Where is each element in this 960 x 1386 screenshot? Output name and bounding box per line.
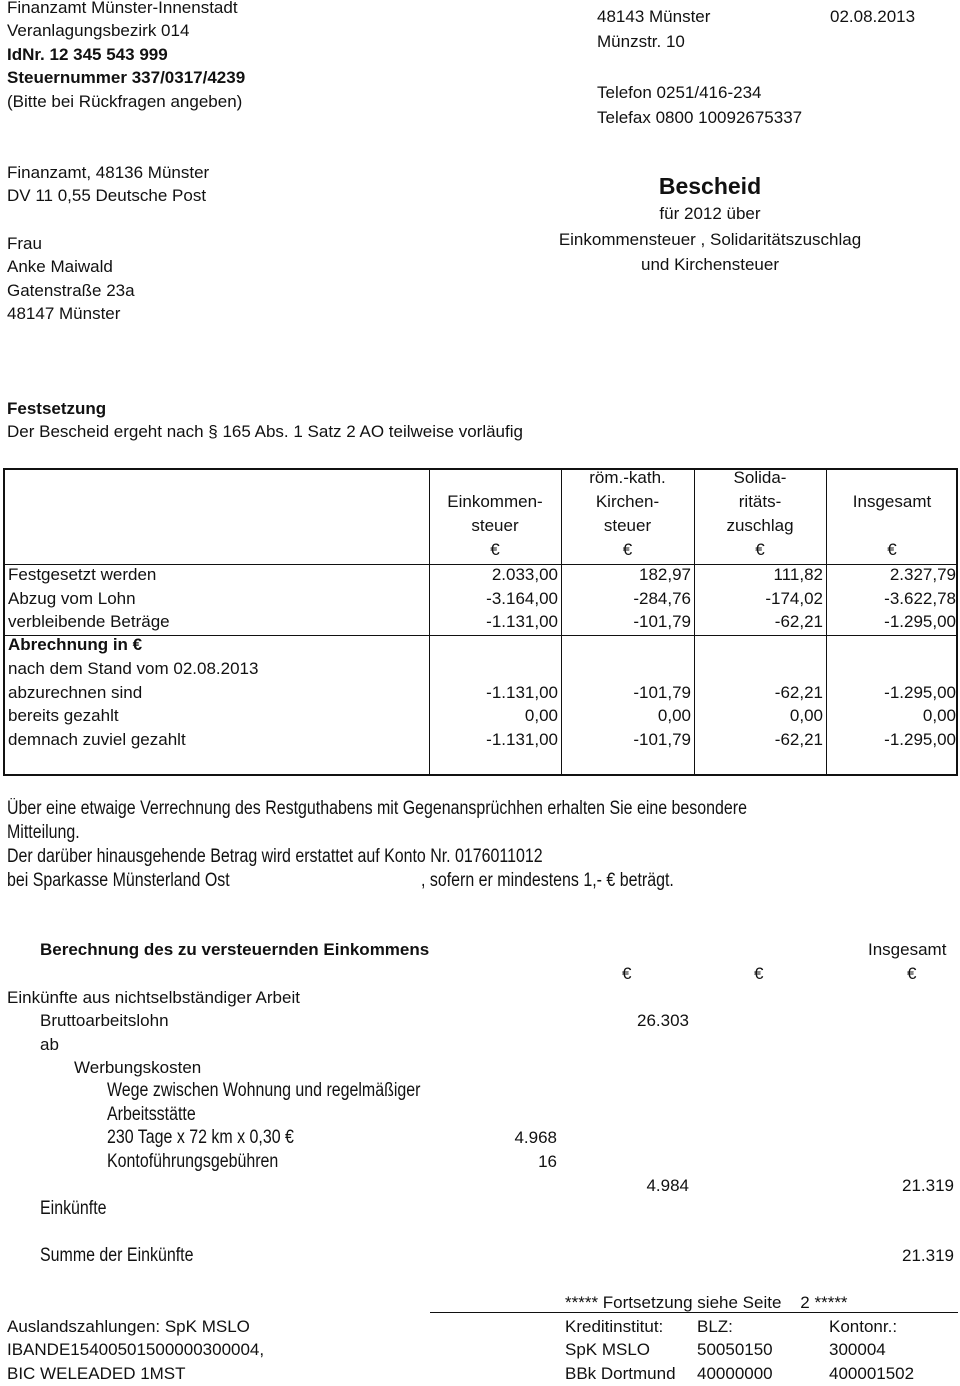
header-line: Kirchen- [595, 492, 660, 511]
expenses-total: 4.984 [646, 1176, 689, 1195]
recipient-salutation: Frau [7, 234, 42, 253]
assessment-district: Veranlagungsbezirk 014 [7, 21, 190, 40]
cell-value: -62,21 [774, 612, 823, 631]
gross-wage-value: 26.303 [637, 1011, 689, 1030]
cell-value: 2.033,00 [491, 565, 558, 584]
euro-symbol: € [622, 540, 633, 559]
income-sum-label: Summe der Einkünfte [40, 1245, 194, 1266]
cell-value: 0,00 [922, 706, 956, 725]
income-category: Einkünfte aus nichtselbständiger Arbeit [7, 988, 300, 1007]
bank-header-institute: Kreditinstitut: [565, 1317, 664, 1336]
title-taxes-line: Einkommensteuer , Solidaritätszuschlag [558, 230, 862, 249]
cell-value: 111,82 [773, 565, 823, 584]
reference-hint: (Bitte bei Rückfragen angeben) [7, 92, 243, 111]
bank-header-account: Kontonr.: [829, 1317, 898, 1336]
bank-name: bei Sparkasse Münsterland Ost [7, 870, 230, 891]
euro-symbol: € [754, 964, 764, 983]
notice-line: Über eine etwaige Verrechnung des Restguthabens mit Gegenansprüchhen erhalten Sie eine besondere [7, 798, 747, 819]
office-street: Münzstr. 10 [597, 32, 685, 51]
cell-value: -3.164,00 [486, 589, 558, 608]
bic: BIC WELEADED 1MST [7, 1364, 186, 1383]
settlement-date-line: nach dem Stand vom 02.08.2013 [8, 659, 259, 678]
cell-value: 0,00 [524, 706, 558, 725]
cell-value: -101,79 [633, 730, 691, 749]
row-label: Festgesetzt werden [8, 565, 157, 584]
notice-line: Mitteilung. [7, 822, 80, 843]
income-sum-value: 21.319 [902, 1246, 954, 1265]
cell-value: -62,21 [774, 730, 823, 749]
header-line: Solida- [733, 468, 787, 487]
row-label: verbleibende Beträge [8, 612, 170, 631]
expenses-label: Werbungskosten [74, 1058, 202, 1077]
cell-value: -101,79 [633, 683, 691, 702]
account-fees-value: 16 [538, 1152, 557, 1171]
income-label: Einkünfte [40, 1198, 107, 1219]
cell-value: -1.131,00 [486, 612, 558, 631]
title-year-line: für 2012 über [659, 204, 761, 223]
recipient-city: 48147 Münster [7, 304, 121, 323]
bank-blz: 40000000 [697, 1364, 773, 1383]
id-number: IdNr. 12 345 543 999 [7, 45, 168, 64]
bank-account: 300004 [829, 1340, 886, 1359]
cell-value: -1.131,00 [486, 730, 558, 749]
header-line: steuer [603, 516, 652, 535]
account-fees-label: Kontoführungsgebühren [107, 1151, 279, 1172]
commute-label: Arbeitsstätte [107, 1104, 196, 1125]
row-label: Abzug vom Lohn [8, 589, 136, 608]
euro-symbol: € [887, 540, 897, 559]
cell-value: -174,02 [765, 589, 823, 608]
euro-symbol: € [622, 964, 632, 983]
provisional-notice: Der Bescheid ergeht nach § 165 Abs. 1 Satz 2 AO teilweise vorläufig [7, 422, 523, 441]
settlement-heading: Abrechnung in € [8, 635, 143, 654]
header-line: Insgesamt [852, 492, 932, 511]
cell-value: -1.295,00 [884, 612, 956, 631]
cell-value: -101,79 [633, 612, 691, 631]
bank-header-blz: BLZ: [697, 1317, 733, 1336]
calculation-heading: Berechnung des zu versteuernden Einkommens [40, 940, 430, 959]
bank-name: SpK MSLO [565, 1340, 651, 1359]
commute-calculation: 230 Tage x 72 km x 0,30 € [107, 1127, 294, 1148]
cell-value: 0,00 [789, 706, 823, 725]
income-total: 21.319 [902, 1176, 954, 1195]
assessment-heading: Festsetzung [7, 399, 107, 418]
header-line: Einkommen- [447, 492, 543, 511]
row-label: demnach zuviel gezahlt [8, 730, 186, 749]
euro-symbol: € [907, 964, 917, 983]
header-line: röm.-kath. [589, 468, 666, 487]
document-title: Bescheid [658, 173, 762, 199]
recipient-name: Anke Maiwald [7, 257, 113, 276]
row-label: bereits gezahlt [8, 706, 119, 725]
cell-value: -3.622,78 [884, 589, 956, 608]
return-address-line1: Finanzamt, 48136 Münster [7, 163, 210, 182]
office-phone: Telefon 0251/416-234 [597, 83, 762, 102]
cell-value: -62,21 [774, 683, 823, 702]
footer-divider [430, 1312, 958, 1313]
bank-blz: 50050150 [697, 1340, 773, 1359]
recipient-street: Gatenstraße 23a [7, 281, 135, 300]
gross-wage-label: Bruttoarbeitslohn [40, 1011, 169, 1030]
letter-date: 02.08.2013 [830, 7, 916, 26]
cell-value: -1.295,00 [884, 730, 956, 749]
tax-number: Steuernummer 337/0317/4239 [7, 68, 246, 87]
return-address-line2: DV 11 0,55 Deutsche Post [7, 186, 207, 205]
euro-symbol: € [490, 540, 500, 559]
continuation-note: ***** Fortsetzung siehe Seite 2 ***** [565, 1293, 848, 1312]
tax-office-name: Finanzamt Münster-Innenstadt [7, 0, 238, 17]
cell-value: -284,76 [633, 589, 691, 608]
iban: IBANDE15400501500000300004, [7, 1340, 265, 1359]
commute-label: Wege zwischen Wohnung und regelmäßiger [107, 1080, 421, 1101]
bank-name: BBk Dortmund [565, 1364, 676, 1383]
cell-value: 0,00 [657, 706, 691, 725]
office-city: 48143 Münster [597, 7, 711, 26]
cell-value: -1.295,00 [884, 683, 956, 702]
header-line: ritäts- [738, 492, 782, 511]
header-line: steuer [471, 516, 519, 535]
cell-value: 182,97 [639, 565, 691, 584]
notice-line: Der darüber hinausgehende Betrag wird erstattet auf Konto Nr. 0176011012 [7, 846, 543, 867]
bank-account: 400001502 [829, 1364, 915, 1383]
assessment-table [3, 468, 958, 776]
header-line: zuschlag [726, 516, 794, 535]
commute-value: 4.968 [514, 1128, 557, 1147]
cell-value: 2.327,79 [889, 565, 956, 584]
office-fax: Telefax 0800 10092675337 [597, 108, 803, 127]
notice-line: , sofern er mindestens 1,- € beträgt. [421, 870, 674, 891]
title-church-tax-line: und Kirchensteuer [641, 255, 779, 274]
total-column-header: Insgesamt [868, 940, 947, 959]
deduction-label: ab [40, 1035, 59, 1054]
row-label: abzurechnen sind [8, 683, 143, 702]
cell-value: -1.131,00 [486, 683, 558, 702]
euro-symbol: € [755, 540, 765, 559]
section-divider [5, 635, 956, 636]
foreign-payments-line: Auslandszahlungen: SpK MSLO [7, 1317, 250, 1336]
